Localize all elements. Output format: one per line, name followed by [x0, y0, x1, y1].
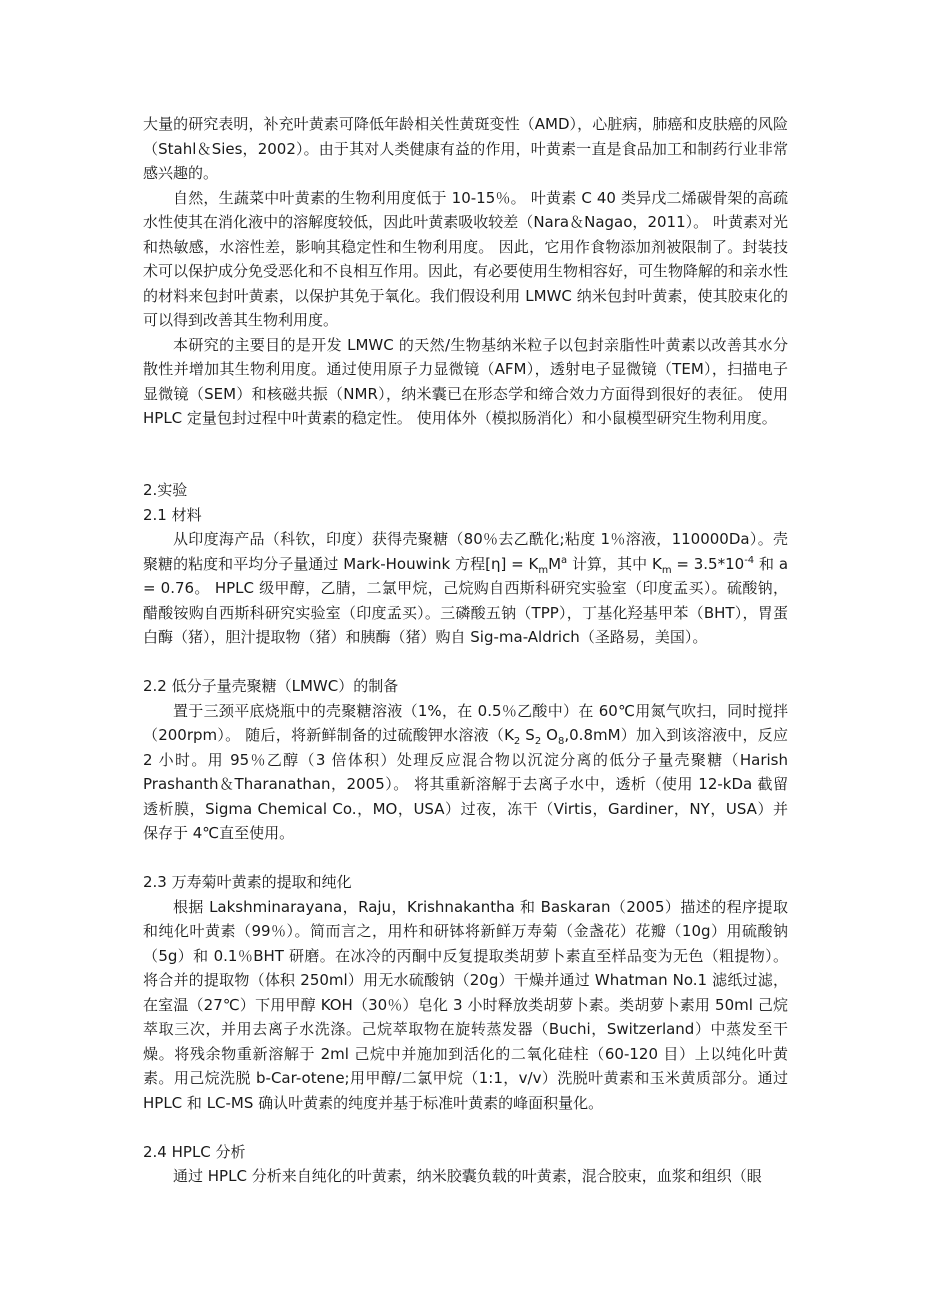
section-2-3-heading: 2.3 万寿菊叶黄素的提取和纯化 — [143, 873, 352, 891]
section-2-4-heading: 2.4 HPLC 分析 — [143, 1142, 246, 1161]
intro-paragraph-3: 本研究的主要目的是开发 LMWC 的天然/生物基纳米粒子以包封亲脂性叶黄素以改善其水分散性并增加其生物利用度。通过使用原子力显微镜（AFM），透射电子显微镜（TEM），扫描电子显微镜（SEM）和核磁共振（NMR），纳米囊已在形态学和缔合效力方面得到很好的表征。 使用 HPLC 定量包封过程中叶黄素的稳定性。 使用体外（模拟肠消化）和小鼠模型研究生物利用度。 — [143, 335, 788, 427]
intro-paragraph-1: 大量的研究表明，补充叶黄素可降低年龄相关性黄斑变性（AMD），心脏病，肺癌和皮肤癌的风险（Stahl＆Sies，2002）。由于其对人类健康有益的作用，叶黄素一直是食品加工和制药行业非常感兴趣的。 — [143, 115, 788, 182]
hplc-analysis-paragraph: 通过 HPLC 分析来自纯化的叶黄素，纳米胶囊负载的叶黄素，混合胶束，血浆和组织（眼 — [173, 1167, 762, 1185]
intro-section — [143, 112, 788, 431]
section-2-heading: 2.实验 — [143, 481, 188, 499]
spacer — [143, 846, 788, 871]
section-2-2-heading: 2.2 低分子量壳聚糖（LMWC）的制备 — [143, 677, 399, 695]
experiment-section — [143, 478, 788, 1189]
materials-paragraph: 从印度海产品（科钦，印度）获得壳聚糖（80％去乙酰化;粘度 1％溶液，110000Da）。壳聚糖的粘度和平均分子量通过 Mark-Houwink 方程$[\eta] = K_mM^a$ 计算，其中 $K_m = 3.5*10^{-4}$ 和 a = 0.76。 HPLC 级甲醇，乙腈，二氯甲烷，己烷购自西斯科研究实验室（印度孟买）。硫酸钠，醋酸铵购自西斯科研究实验室（印度孟买）。三磷酸五钠（TPP），丁基化羟基甲苯（BHT），胃蛋白酶（猪），胆汁提取物（猪）和胰酶（猪）购自 Sig-ma-Aldrich（圣路易，美国）。 — [143, 530, 789, 646]
lutein-extraction-paragraph: 根据 Lakshminarayana，Raju，Krishnakantha 和 Baskaran（2005）描述的程序提取和纯化叶黄素（99％）。简而言之，用杵和研钵将新鲜万寿菊（金盏花）花瓣（10g）用硫酸钠（5g）和 0.1％BHT 研磨。在冰冷的丙酮中反复提取类胡萝卜素直至样品变为无色（粗提物）。将合并的提取物（体积 250ml）用无水硫酸钠（20g）干燥并通过 Whatman No.1 滤纸过滤，在室温（27℃）下用甲醇 KOH（30％）皂化 3 小时释放类胡萝卜素。类胡萝卜素用 50ml 己烷萃取三次，并用去离子水洗涤。己烷萃取物在旋转蒸发器（Buchi，Switzerland）中蒸发至干燥。将残余物重新溶解于 2ml 己烷中并施加到活化的二氧化硅柱（60-120 目）上以纯化叶黄素。用己烷洗脱 b-Car-otene;用甲醇/二氯甲烷（1:1，v/v）洗脱叶黄素和玉米黄质部分。通过 HPLC 和 LC-MS 确认叶黄素的纯度并基于标准叶黄素的峰面积量化。 — [143, 897, 789, 1112]
spacer — [143, 1115, 788, 1140]
lmwc-preparation-paragraph: 置于三颈平底烧瓶中的壳聚糖溶液（1%，在 0.5％乙酸中）在 60℃用氮气吹扫，同时搅拌（200rpm）。 随后，将新鲜制备的过硫酸钾水溶液（$K_2$ $S_2$ $O_8,0.8mM$）加入到该溶液中，反应 2 小时。用 95％乙醇（3 倍体积）处理反应混合物以沉淀分离的低分子量壳聚糖（Harish Prashanth＆Tharanathan，2005）。 将其重新溶解于去离子水中，透析（使用 12-kDa 截留透析膜，Sigma Chemical Co.，MO，USA）过夜，冻干（Virtis，Gardiner，NY，USA）并保存于 4℃直至使用。 — [143, 701, 788, 842]
intro-paragraph-2: 自然，生蔬菜中叶黄素的生物利用度低于 10-15％。 叶黄素 C 40 类异戊二烯碳骨架的高疏水性使其在消化液中的溶解度较低，因此叶黄素吸收较差（Nara＆Nagao，2011）。 叶黄素对光和热敏感，水溶性差，影响其稳定性和生物利用度。 因此，它用作食物添加剂被限制了。封装技术可以保护成分免受恶化和不良相互作用。因此，有必要使用生物相容好，可生物降解的和亲水性的材料来包封叶黄素，以保护其免于氧化。我们假设利用 LMWC 纳米包封叶黄素，使其胶束化的可以得到改善其生物利用度。 — [143, 188, 789, 329]
spacer — [143, 650, 788, 675]
section-2-1-heading: 2.1 材料 — [143, 505, 202, 524]
